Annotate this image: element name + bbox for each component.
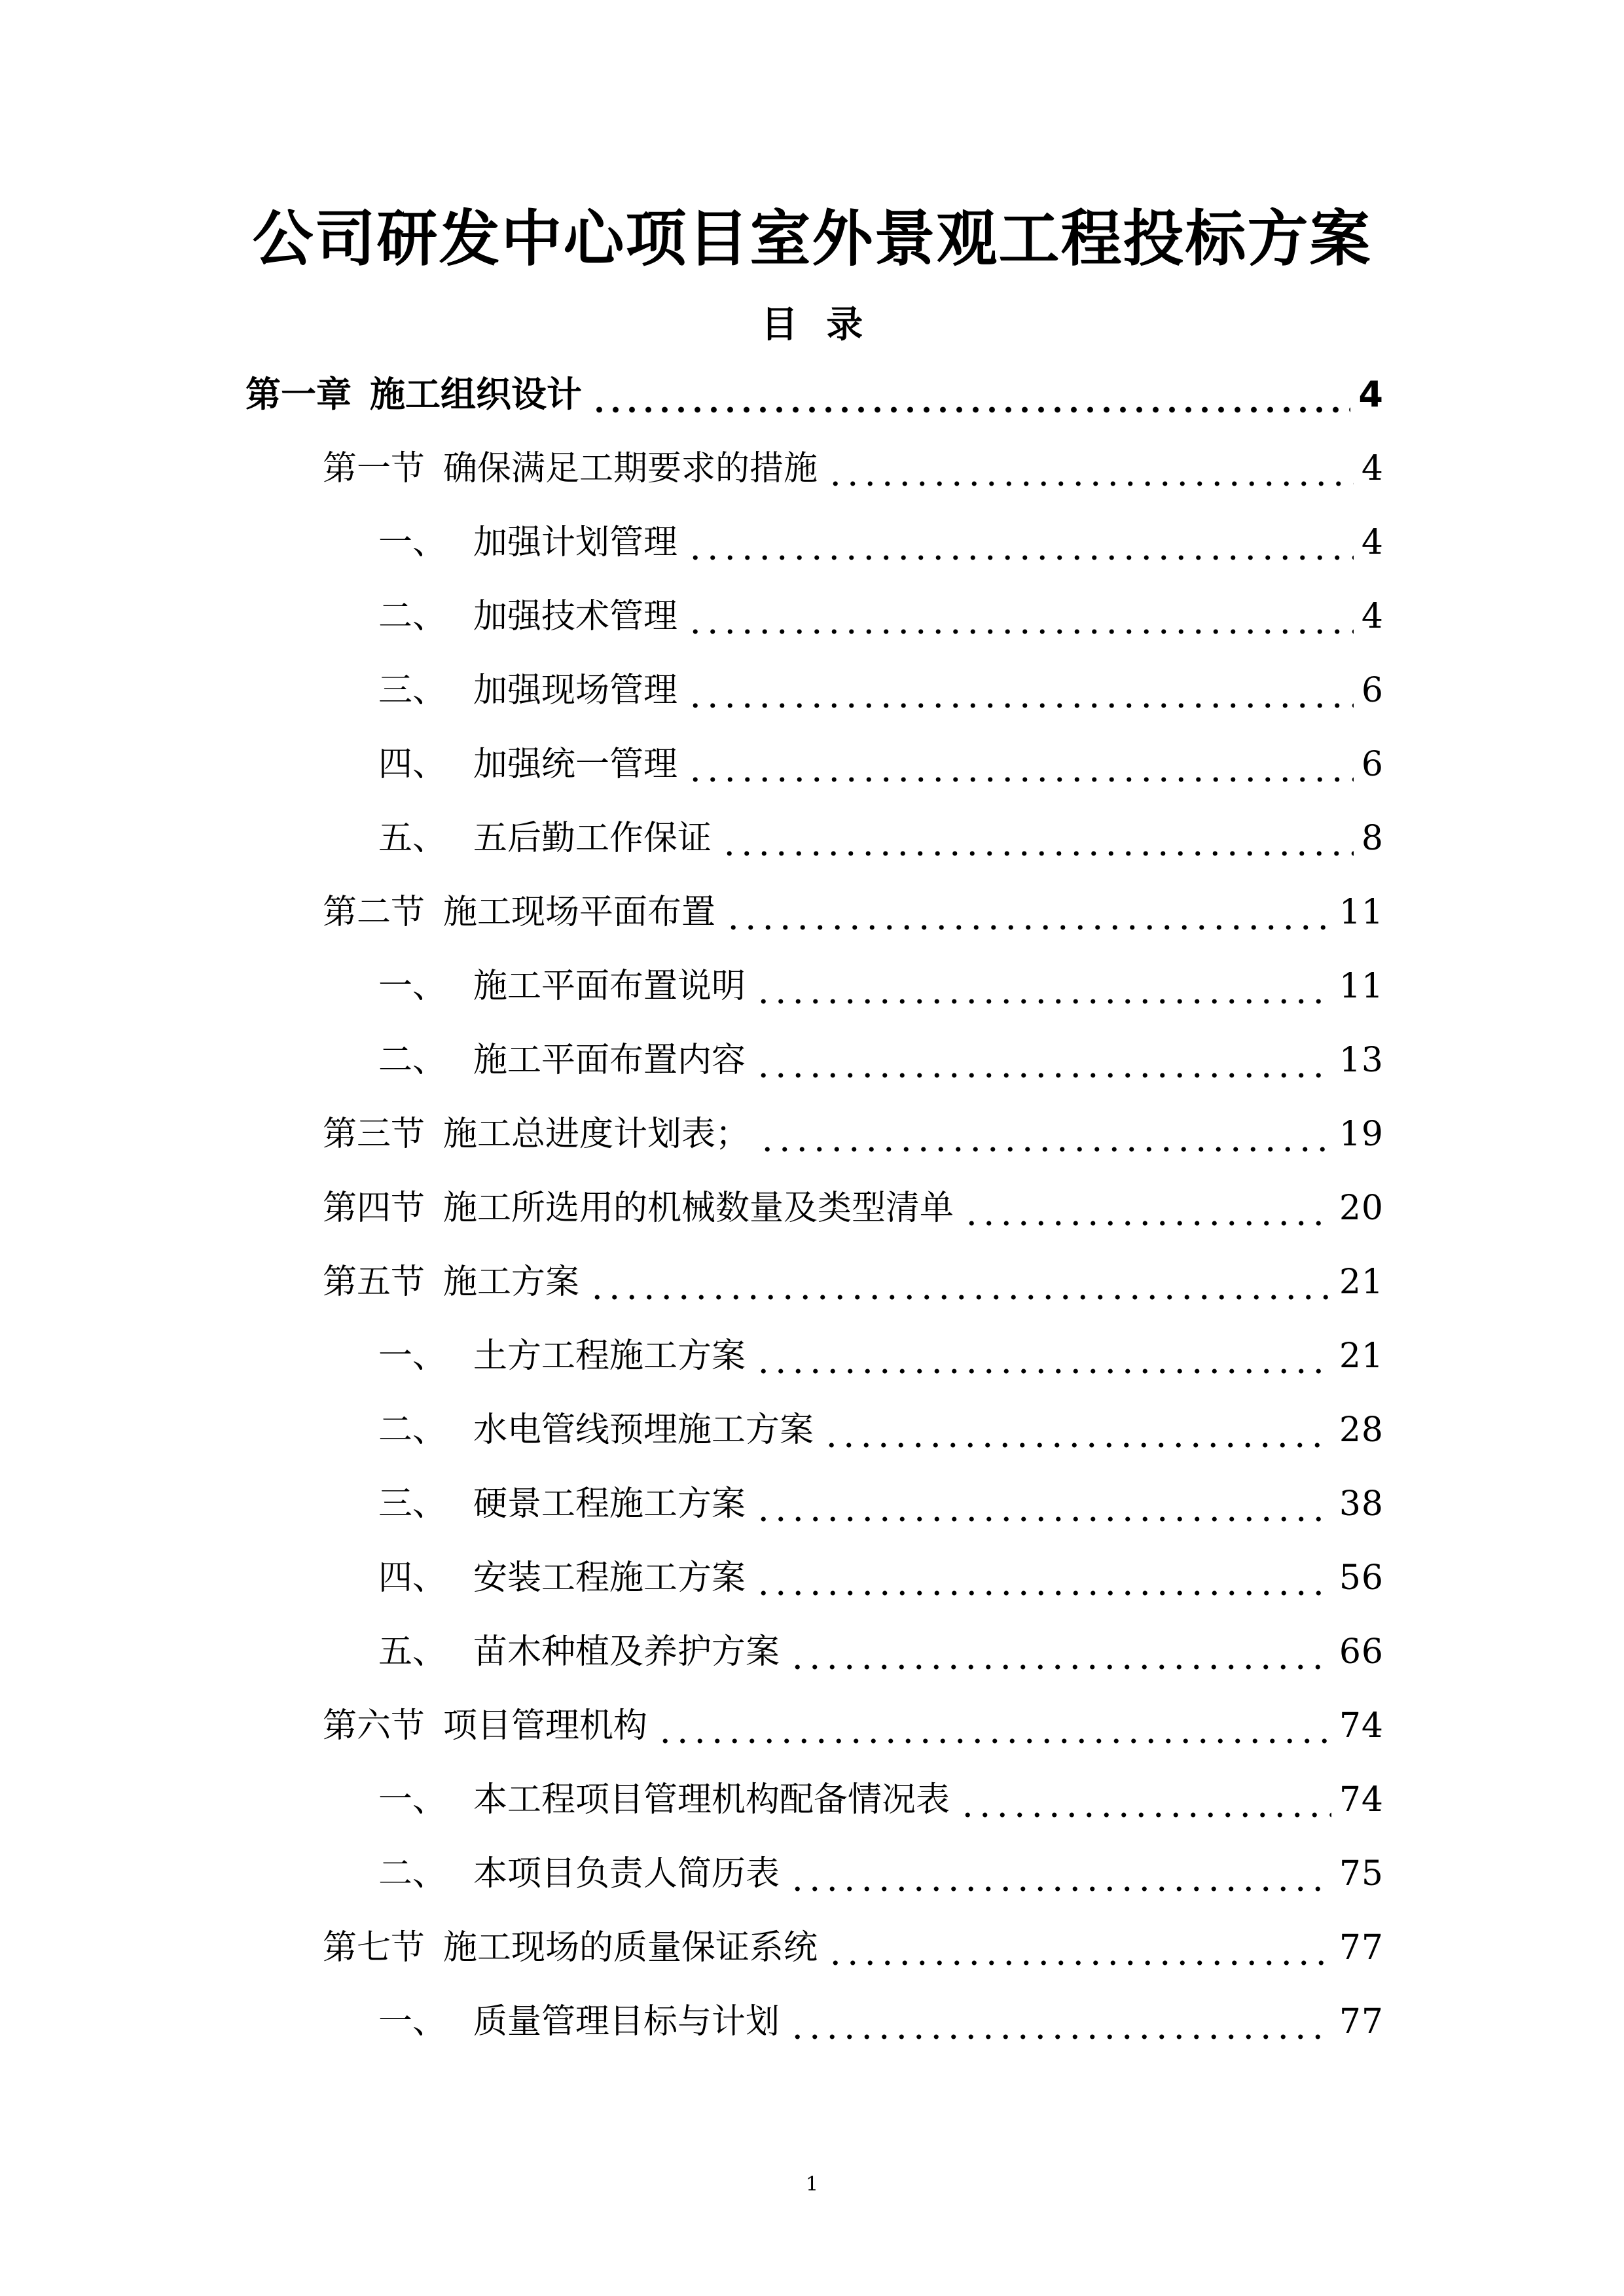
- toc-entry-number: 第四节: [323, 1189, 425, 1228]
- toc-entry[interactable]: [378, 960, 1384, 1013]
- toc-entry-title: 硬景工程施工方案: [473, 1484, 746, 1524]
- toc-entry-page: 11: [1339, 893, 1384, 932]
- dot-leader: [725, 886, 1331, 939]
- page-number: 1: [805, 2173, 819, 2196]
- toc-entry-page: 77: [1339, 1928, 1384, 1967]
- dot-leader: [588, 1256, 1331, 1308]
- toc-entry[interactable]: [378, 1552, 1384, 1604]
- dot-leader: [827, 1922, 1331, 1974]
- toc-entry-number: 一、: [378, 2002, 447, 2041]
- toc-entry-number: 三、: [378, 1484, 447, 1524]
- toc-entry-page: 20: [1339, 1189, 1384, 1228]
- toc-entry[interactable]: [323, 886, 1384, 939]
- toc-entry-title: 加强现场管理: [473, 671, 678, 710]
- toc-entry-number: 第一章: [245, 374, 352, 415]
- toc-entry[interactable]: [378, 738, 1384, 791]
- toc-entry-number: 三、: [378, 671, 447, 710]
- toc-entry-number: 五、: [378, 1632, 447, 1672]
- dot-leader: [755, 1552, 1331, 1604]
- toc-entry-page: 4: [1361, 523, 1384, 562]
- dot-leader: [789, 1626, 1331, 1678]
- dot-leader: [959, 1774, 1331, 1826]
- toc-entry[interactable]: [378, 590, 1384, 643]
- toc-entry-number: 二、: [378, 1041, 447, 1080]
- toc-entry-title: 加强计划管理: [473, 523, 678, 562]
- toc-entry-title: 质量管理目标与计划: [473, 2002, 780, 2041]
- toc-entry-title: 施工总进度计划表；: [443, 1115, 750, 1154]
- toc-entry-number: 第一节: [323, 449, 425, 488]
- toc-entry-page: 66: [1339, 1632, 1384, 1672]
- toc-entry[interactable]: [323, 442, 1384, 495]
- toc-entry-page: 74: [1339, 1780, 1384, 1820]
- toc-entry-number: 第七节: [323, 1928, 425, 1967]
- toc-entry-page: 4: [1358, 374, 1384, 415]
- dot-leader: [687, 516, 1354, 569]
- dot-leader: [759, 1108, 1331, 1160]
- dot-leader: [687, 664, 1354, 717]
- dot-leader: [755, 1330, 1331, 1382]
- toc-entry-page: 4: [1361, 449, 1384, 488]
- toc-entry[interactable]: [245, 368, 1384, 421]
- toc-entry-page: 6: [1361, 671, 1384, 710]
- toc-entry[interactable]: [378, 1330, 1384, 1382]
- dot-leader: [789, 1848, 1331, 1900]
- toc-entry-title: 施工现场的质量保证系统: [443, 1928, 818, 1967]
- dot-leader: [827, 442, 1354, 495]
- toc-entry-number: 二、: [378, 597, 447, 636]
- toc-entry-title: 施工所选用的机械数量及类型清单: [443, 1189, 954, 1228]
- toc-entry[interactable]: [378, 1478, 1384, 1530]
- toc-heading: 目 录: [761, 304, 863, 346]
- toc-entry-number: 第二节: [323, 893, 425, 932]
- toc-entry-number: 五、: [378, 819, 447, 858]
- dot-leader: [721, 812, 1354, 865]
- toc-entry-page: 74: [1339, 1706, 1384, 1746]
- toc-entry-page: 13: [1339, 1041, 1384, 1080]
- toc-entry-title: 施工现场平面布置: [443, 893, 716, 932]
- toc-entry[interactable]: [323, 1922, 1384, 1974]
- toc-entry[interactable]: [323, 1182, 1384, 1234]
- toc-entry[interactable]: [323, 1700, 1384, 1752]
- toc-entry-page: 19: [1339, 1115, 1384, 1154]
- document-title: 公司研发中心项目室外景观工程投标方案: [252, 204, 1372, 274]
- toc-entry[interactable]: [323, 1108, 1384, 1160]
- dot-leader: [963, 1182, 1331, 1234]
- dot-leader: [823, 1404, 1331, 1456]
- toc-entry-number: 二、: [378, 1854, 447, 1893]
- dot-leader: [657, 1700, 1331, 1752]
- toc-entry-title: 施工平面布置内容: [473, 1041, 746, 1080]
- toc-entry-title: 施工方案: [443, 1263, 580, 1302]
- toc-entry-title: 五后勤工作保证: [473, 819, 712, 858]
- dot-leader: [755, 1478, 1331, 1530]
- toc-entry-number: 四、: [378, 745, 447, 784]
- toc-entry-page: 75: [1339, 1854, 1384, 1893]
- toc-entry-number: 一、: [378, 1336, 447, 1376]
- toc-entry[interactable]: [378, 1848, 1384, 1900]
- toc-entry-title: 施工平面布置说明: [473, 967, 746, 1006]
- toc-entry[interactable]: [378, 1626, 1384, 1678]
- toc-entry-page: 38: [1339, 1484, 1384, 1524]
- toc-entry-title: 本工程项目管理机构配备情况表: [473, 1780, 950, 1820]
- toc-entry-number: 第五节: [323, 1263, 425, 1302]
- toc-entry-title: 水电管线预埋施工方案: [473, 1410, 814, 1450]
- toc-entry[interactable]: [378, 812, 1384, 865]
- toc-entry-title: 安装工程施工方案: [473, 1558, 746, 1598]
- toc-entry[interactable]: [323, 1256, 1384, 1308]
- dot-leader: [687, 738, 1354, 791]
- toc-entry-number: 一、: [378, 1780, 447, 1820]
- dot-leader: [687, 590, 1354, 643]
- toc-entry-page: 4: [1361, 597, 1384, 636]
- toc-entry-page: 11: [1339, 967, 1384, 1006]
- toc-entry-title: 苗木种植及养护方案: [473, 1632, 780, 1672]
- dot-leader: [591, 368, 1350, 421]
- toc-entry-number: 第三节: [323, 1115, 425, 1154]
- toc-entry[interactable]: [378, 516, 1384, 569]
- toc-entry-title: 加强技术管理: [473, 597, 678, 636]
- toc-entry[interactable]: [378, 1774, 1384, 1826]
- toc-entry-number: 一、: [378, 967, 447, 1006]
- toc-entry-page: 77: [1339, 2002, 1384, 2041]
- toc-entry[interactable]: [378, 1034, 1384, 1086]
- toc-entry[interactable]: [378, 664, 1384, 717]
- dot-leader: [755, 1034, 1331, 1086]
- toc-entry-number: 第六节: [323, 1706, 425, 1746]
- toc-entry-number: 四、: [378, 1558, 447, 1598]
- toc-entry-page: 6: [1361, 745, 1384, 784]
- toc-entry-number: 二、: [378, 1410, 447, 1450]
- toc-entry-page: 56: [1339, 1558, 1384, 1598]
- toc-entry-page: 21: [1339, 1263, 1384, 1302]
- dot-leader: [755, 960, 1331, 1013]
- toc-entry-page: 21: [1339, 1336, 1384, 1376]
- dot-leader: [789, 1996, 1331, 2048]
- toc-entry-number: 一、: [378, 523, 447, 562]
- toc-entry[interactable]: [378, 1996, 1384, 2048]
- toc-entry-title: 本项目负责人简历表: [473, 1854, 780, 1893]
- toc-entry-title: 加强统一管理: [473, 745, 678, 784]
- toc-entry-title: 土方工程施工方案: [473, 1336, 746, 1376]
- toc-entry-page: 8: [1361, 819, 1384, 858]
- toc-entry-title: 施工组织设计: [370, 374, 582, 415]
- toc-entry[interactable]: [378, 1404, 1384, 1456]
- toc-entry-title: 确保满足工期要求的措施: [443, 449, 818, 488]
- toc-entry-title: 项目管理机构: [443, 1706, 648, 1746]
- toc-entry-page: 28: [1339, 1410, 1384, 1450]
